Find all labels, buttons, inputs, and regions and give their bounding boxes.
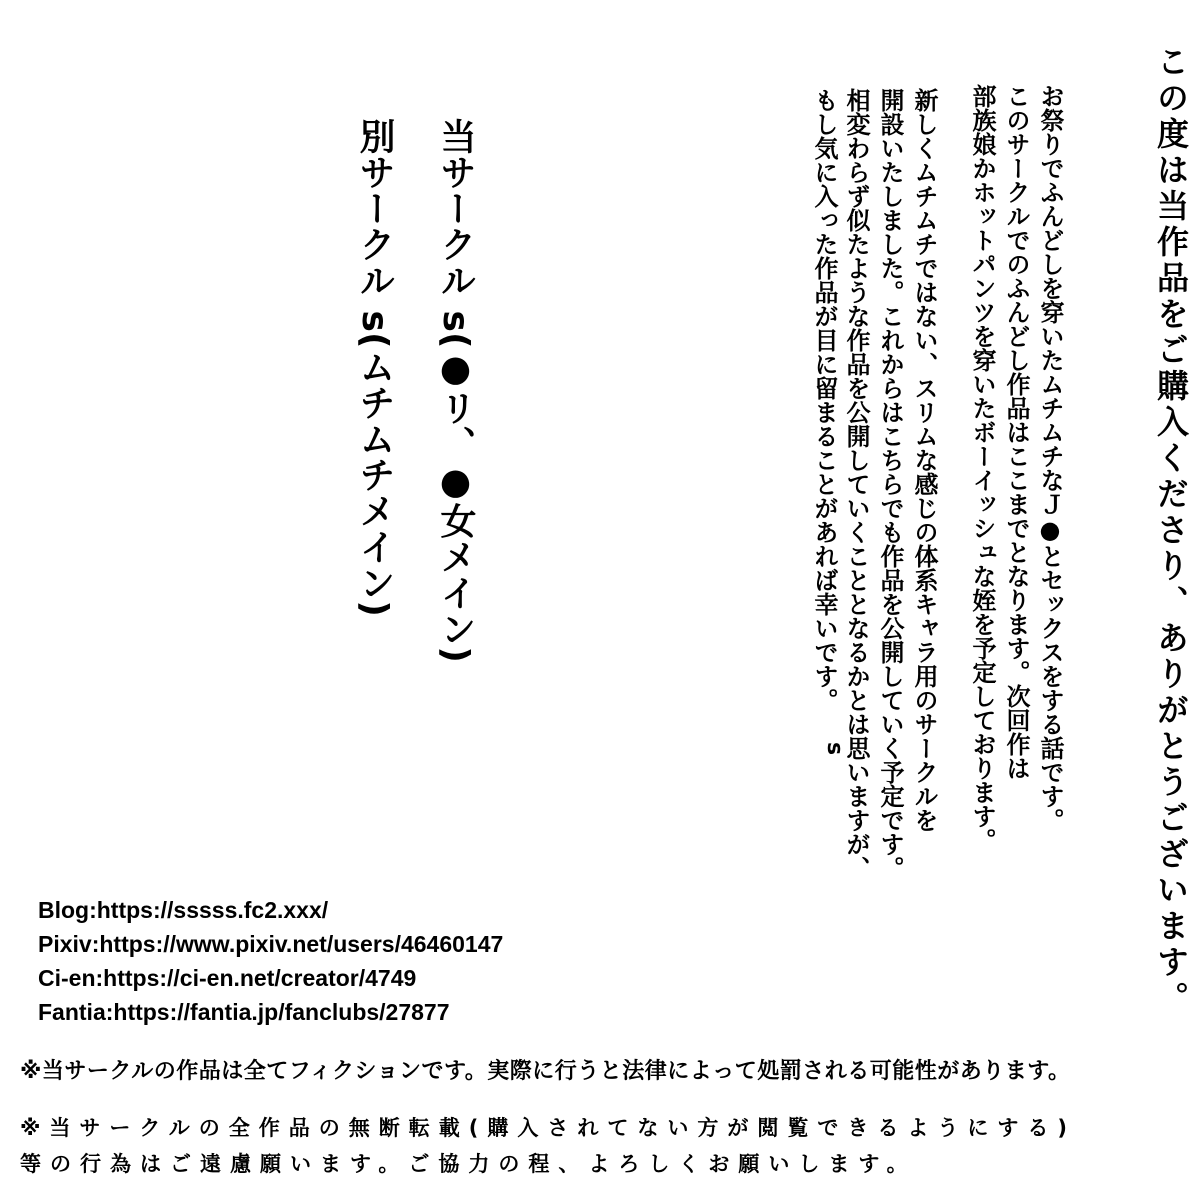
pixiv-link: Pixiv:https://www.pixiv.net/users/46460147 [38,931,504,957]
reprint-notice-line: 等の行為はご遠慮願います。ご協力の程、よろしくお願いします。 [20,1152,917,1176]
link-list [38,893,503,1029]
circle-other: 別サークル s(ムチムチメイン) [354,118,395,617]
afterword-line: 新しくムチムチではない、スリムな感じの体系キャラ用のサークルを [910,88,938,832]
author-signature: s [822,742,847,756]
thanks-message: この度は当作品をご購入くださり、ありがとうございます。 [1152,45,1190,1017]
afterword-line: 相変わらず似たような作品を公開していくこととなるかとは思いますが、 [842,88,870,880]
reprint-notice-line: ※当サークルの全作品の無断転載(購入されてない方が閲覧できるようにする) [20,1116,1076,1140]
afterword-line: 部族娘かホットパンツを穿いたボーイッシュな姪を予定しております。 [968,84,996,852]
blog-link: Blog:https://sssss.fc2.xxx/ [38,897,329,923]
circle-this: 当サークル s(●リ、●女メイン) [435,118,476,663]
afterword-line: このサークルでのふんどし作品はここまでとなります。次回作は [1002,84,1030,780]
afterword-line: お祭りでふんどしを穿いたムチムチなＪ●とセックスをする話です。 [1036,84,1064,832]
fiction-notice: ※当サークルの作品は全てフィクションです。実際に行うと法律によって処罰される可能性があります。 [20,1059,1071,1084]
afterword-line: 開設いたしました。これからはこちらでも作品を公開していく予定です。 [876,88,904,880]
fantia-link: Fantia:https://fantia.jp/fanclubs/27877 [38,999,450,1025]
reprint-notice [20,1110,1076,1182]
ci-en-link: Ci-en:https://ci-en.net/creator/4749 [38,965,417,991]
afterword-line: もし気に入った作品が目に留まることがあれば幸いです。 [810,88,838,712]
